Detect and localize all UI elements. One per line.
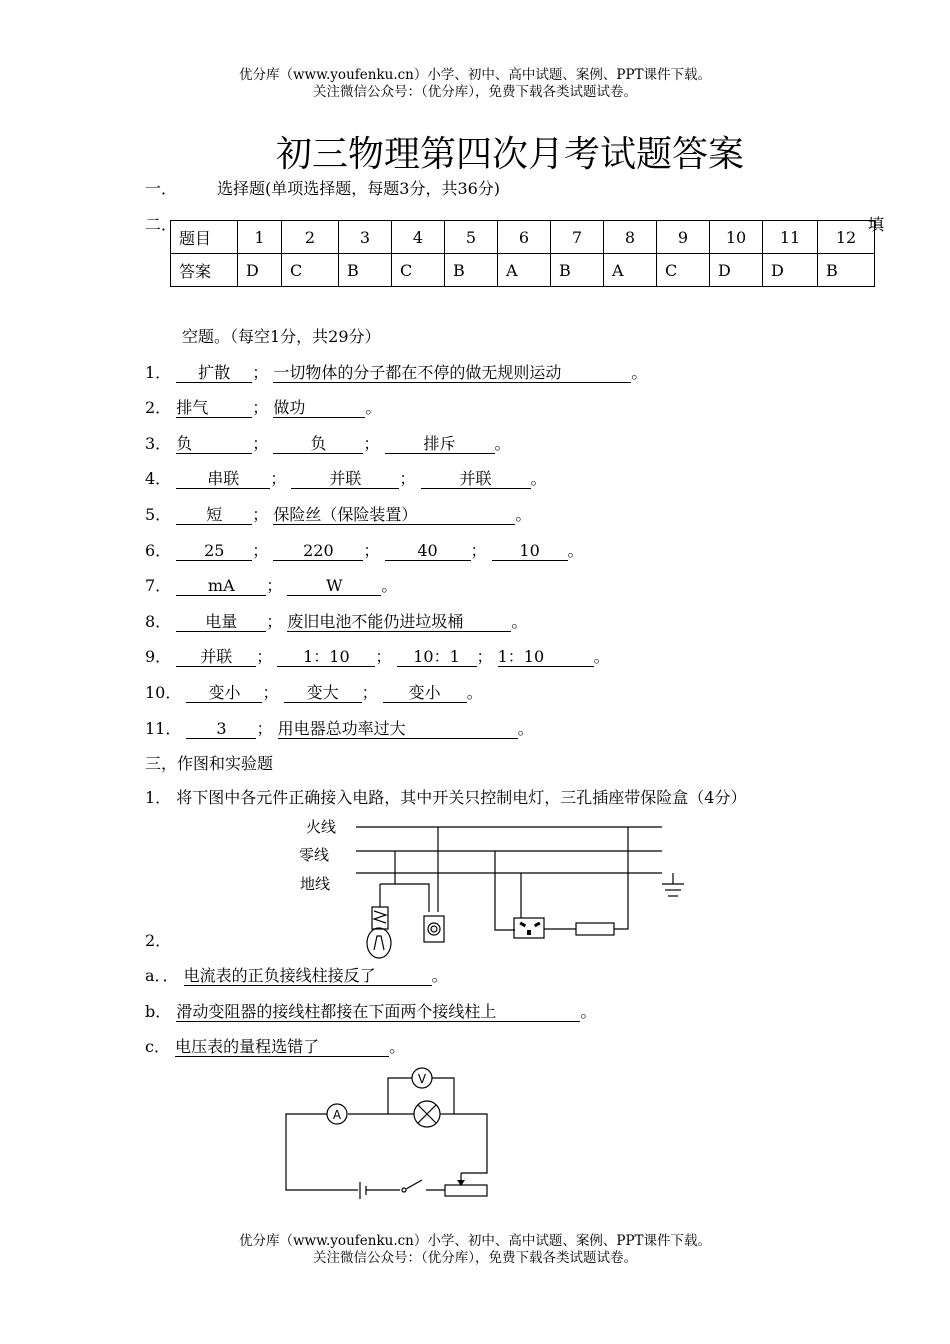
period: 。 <box>494 434 511 453</box>
fill-q7 <box>145 573 397 596</box>
separator: ； <box>266 612 283 631</box>
answer-blank: 用电器总功率过大 <box>278 720 518 739</box>
table-label-question: 题目 <box>171 221 238 254</box>
fill-q2 <box>145 395 381 418</box>
table-cell: C <box>657 254 710 287</box>
section-2-text: 空题。（每空1分，共29分） <box>182 327 381 346</box>
answer-blank: 串联 <box>176 470 270 489</box>
table-cell: B <box>339 254 392 287</box>
table-label-answer: 答案 <box>171 254 238 287</box>
separator: ； <box>266 576 283 595</box>
experiment-circuit-diagram <box>280 1062 500 1202</box>
footer-line-2: 关注微信公众号：（优分库），免费下载各类试题试卷。 <box>313 1250 637 1266</box>
answer-blank: 并联 <box>176 648 256 667</box>
answer-table <box>170 220 875 287</box>
fill-q9 <box>145 644 610 667</box>
answer-blank: 排斥 <box>385 435 495 454</box>
section-3-question-1: 1． 将下图中各元件正确接入电路，其中开关只控制电灯，三孔插座带保险盒（4分） <box>145 788 747 807</box>
table-cell: D <box>763 254 818 287</box>
question-number: 6． <box>145 541 172 560</box>
separator: ； <box>252 398 269 417</box>
question-number: 5． <box>145 505 172 524</box>
answer-blank: W <box>287 577 381 596</box>
section-3-heading: 三，作图和实验题 <box>145 754 274 773</box>
footer-line-1: 优分库（www.youfenku.cn）小学、初中、高中试题、案例、PPT课件下载。 <box>238 1233 712 1249</box>
answer-blank: 负 <box>176 435 252 454</box>
table-cell: C <box>282 254 339 287</box>
period: 。 <box>631 363 648 382</box>
table-cell: 6 <box>498 221 551 254</box>
question-number: 8． <box>145 612 172 631</box>
answer-blank: 扩散 <box>176 364 252 383</box>
answer-blank: 短 <box>176 506 252 525</box>
question-number: 2． <box>145 398 172 417</box>
table-row-answers <box>171 254 875 287</box>
neutral-wire-label: 零线 <box>299 846 330 864</box>
question-number: 9． <box>145 647 172 666</box>
voltmeter-label: V <box>417 1072 427 1086</box>
answer-b <box>145 999 596 1022</box>
fill-q5 <box>145 502 531 525</box>
separator: ； <box>252 505 269 524</box>
question-number: 11． <box>145 719 182 738</box>
table-cell: D <box>238 254 282 287</box>
question-number: 1． <box>145 363 172 382</box>
period: 。 <box>511 612 528 631</box>
period: 。 <box>517 719 534 738</box>
answer-blank: 废旧电池不能仍进垃圾桶 <box>287 613 511 632</box>
answer-b-prefix: b． <box>145 1002 172 1021</box>
table-cell: 4 <box>392 221 445 254</box>
section-3-question-2: 2． <box>145 931 172 950</box>
answer-blank: 电量 <box>176 613 266 632</box>
header-line-2: 关注微信公众号：（优分库），免费下载各类试题试卷。 <box>313 84 637 100</box>
fuse-box-icon <box>576 923 614 935</box>
section-2-number: 二． <box>145 215 178 234</box>
answer-blank: 并联 <box>421 470 531 489</box>
period: 。 <box>431 966 448 985</box>
answer-blank: 1：10 <box>498 648 594 667</box>
fill-q11 <box>145 716 534 739</box>
answer-blank: 并联 <box>291 470 399 489</box>
switch-icon <box>402 1188 406 1192</box>
answer-blank: 25 <box>176 542 252 561</box>
answer-blank: mA <box>176 577 266 596</box>
separator: ； <box>399 469 416 488</box>
header-line-1: 优分库（www.youfenku.cn）小学、初中、高中试题、案例、PPT课件下载。 <box>238 67 712 83</box>
answer-blank: 变小 <box>186 684 262 703</box>
fill-q10 <box>145 680 483 703</box>
table-cell: B <box>445 254 498 287</box>
table-cell: 11 <box>763 221 818 254</box>
circuit-wire-left <box>286 1114 358 1190</box>
separator: ； <box>270 469 287 488</box>
table-cell: 7 <box>551 221 604 254</box>
period: 。 <box>580 1002 597 1021</box>
answer-a-text: 电流表的正负接线柱接反了 <box>184 967 432 986</box>
answer-blank: 负 <box>273 435 363 454</box>
answer-blank: 变小 <box>383 684 467 703</box>
table-cell: 3 <box>339 221 392 254</box>
table-cell: 12 <box>818 221 875 254</box>
table-cell: A <box>498 254 551 287</box>
table-cell: 5 <box>445 221 498 254</box>
table-cell: C <box>392 254 445 287</box>
answer-blank: 变大 <box>284 684 362 703</box>
period: 。 <box>515 505 532 524</box>
question-number: 10． <box>145 683 182 702</box>
question-number: 7． <box>145 576 172 595</box>
answer-blank: 10：1 <box>397 648 477 667</box>
answer-a <box>145 963 448 986</box>
separator: ； <box>361 683 378 702</box>
fill-q3 <box>145 431 511 454</box>
separator: ； <box>262 683 279 702</box>
table-cell: 10 <box>710 221 763 254</box>
question-number: 3． <box>145 434 172 453</box>
answer-c-text: 电压表的量程选错了 <box>175 1038 389 1057</box>
separator: ； <box>252 434 269 453</box>
answer-blank: 40 <box>385 542 471 561</box>
separator: ； <box>256 647 273 666</box>
answer-b-text: 滑动变阻器的接线柱都接在下面两个接线柱上 <box>176 1003 580 1022</box>
page-title: 初三物理第四次月考试题答案 <box>275 134 744 175</box>
table-cell: B <box>818 254 875 287</box>
table-cell: 9 <box>657 221 710 254</box>
table-cell: A <box>604 254 657 287</box>
separator: ； <box>470 541 487 560</box>
live-wire-label: 火线 <box>306 818 337 836</box>
section-2-tail: 填 <box>868 215 885 234</box>
period: 。 <box>593 647 610 666</box>
section-1-text: 选择题(单项选择题，每题3分，共36分) <box>217 179 501 198</box>
separator: ； <box>256 719 273 738</box>
fill-q1 <box>145 360 647 383</box>
period: 。 <box>567 541 584 560</box>
period: 。 <box>381 576 398 595</box>
fill-q8 <box>145 609 527 632</box>
table-cell: 2 <box>282 221 339 254</box>
fill-q6 <box>145 538 584 561</box>
table-cell: 8 <box>604 221 657 254</box>
separator: ； <box>363 434 380 453</box>
fill-q4 <box>145 466 547 489</box>
rheostat-icon <box>445 1185 487 1196</box>
answer-blank: 一切物体的分子都在不停的做无规则运动 <box>273 364 631 383</box>
answer-blank: 排气 <box>176 399 252 418</box>
separator: ； <box>252 541 269 560</box>
period: 。 <box>389 1037 406 1056</box>
question-number: 4． <box>145 469 172 488</box>
answer-blank: 10 <box>492 542 568 561</box>
ground-wire-label: 地线 <box>300 875 331 893</box>
household-circuit-diagram <box>290 812 690 962</box>
answer-blank: 3 <box>186 720 256 739</box>
answer-blank: 保险丝（保险装置） <box>273 506 515 525</box>
circuit-wire-right <box>454 1114 487 1173</box>
table-row-numbers <box>171 221 875 254</box>
separator: ； <box>375 647 392 666</box>
table-cell: B <box>551 254 604 287</box>
lamp-holder <box>372 907 388 929</box>
answer-c-prefix: c． <box>145 1037 170 1056</box>
answer-blank: 220 <box>273 542 363 561</box>
section-1-number: 一． <box>145 179 178 198</box>
switch-icon <box>424 916 444 942</box>
period: 。 <box>466 683 483 702</box>
separator: ； <box>363 541 380 560</box>
answer-c <box>145 1034 405 1057</box>
period: 。 <box>530 469 547 488</box>
answer-a-prefix: a．． <box>145 966 179 985</box>
separator: ； <box>476 647 493 666</box>
ammeter-label: A <box>332 1108 342 1122</box>
section-1-heading <box>145 176 500 199</box>
table-cell: D <box>710 254 763 287</box>
period: 。 <box>365 398 382 417</box>
table-cell: 1 <box>238 221 282 254</box>
answer-blank: 做功 <box>273 399 365 418</box>
separator: ； <box>252 363 269 382</box>
answer-blank: 1：10 <box>277 648 375 667</box>
lamp-bulb-icon <box>367 928 391 958</box>
